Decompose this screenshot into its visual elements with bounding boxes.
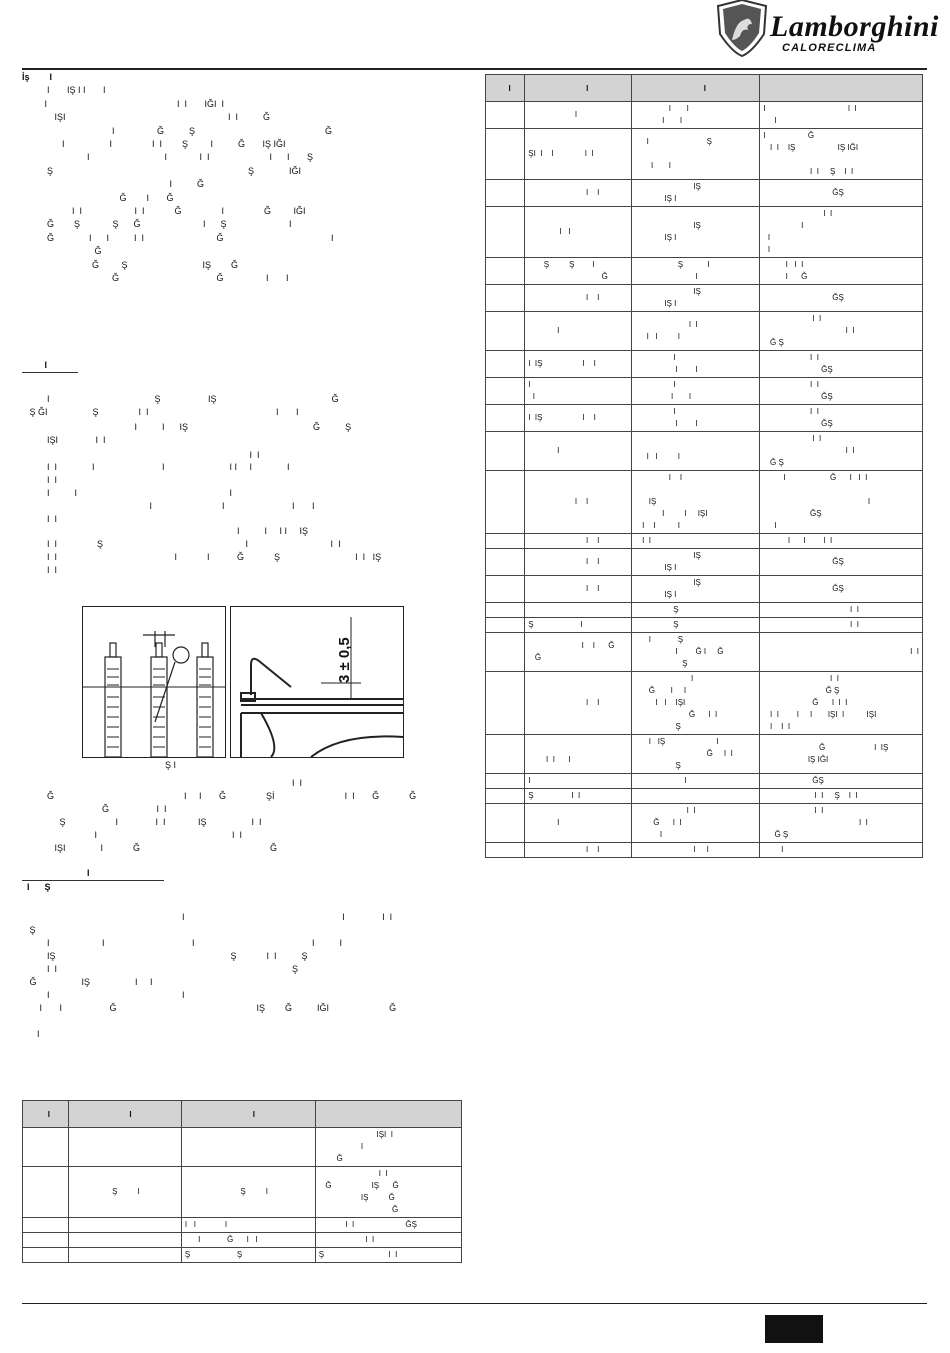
- table-cell: I: [632, 774, 760, 789]
- table-cell: I I I I Ğ Ş: [760, 804, 923, 843]
- table-row: [486, 633, 923, 672]
- table-cell: I: [525, 312, 632, 351]
- text-line: I I: [22, 990, 185, 1000]
- table-cell: [486, 351, 525, 378]
- table-cell: I I: [760, 633, 923, 672]
- table-cell: [69, 1248, 182, 1263]
- table-cell: [23, 1218, 69, 1233]
- table-cell: [486, 180, 525, 207]
- table-cell: I I ĞŞ: [760, 351, 923, 378]
- table-row: [486, 735, 923, 774]
- text-line: I I: [22, 513, 58, 524]
- text-line: Ş ĞI Ş I I I I: [22, 406, 299, 417]
- table-row: [486, 378, 923, 405]
- table-cell: I I IŞ I I IŞI I I I: [632, 471, 760, 534]
- table-cell: Ş Ş I Ğ: [525, 258, 632, 285]
- table-cell: I I I I: [760, 102, 923, 129]
- text-line: Ğ IŞ I I: [22, 977, 153, 987]
- table-cell: I I Ş I I: [760, 789, 923, 804]
- table-cell: [486, 129, 525, 180]
- table-cell: I I I: [632, 378, 760, 405]
- table-header-row: [23, 1101, 462, 1128]
- table-cell: IŞ IŞ I: [632, 285, 760, 312]
- table-cell: Ş: [632, 618, 760, 633]
- table-cell: I: [525, 102, 632, 129]
- table-cell: [23, 1233, 69, 1248]
- text-line: Ğ I I I I Ğ I: [22, 232, 334, 243]
- table-cell: [486, 603, 525, 618]
- text-line: I I I I I: [22, 938, 343, 948]
- table-row: [486, 774, 923, 789]
- table-cell: [23, 1167, 69, 1218]
- table-cell: I I: [525, 207, 632, 258]
- table-cell: I I I I I: [760, 207, 923, 258]
- table-cell: I Ş I I: [632, 129, 760, 180]
- table-row: [486, 804, 923, 843]
- gap-dimension-label: 3 ± 0,5: [336, 637, 353, 683]
- table-cell: [23, 1128, 69, 1167]
- text-line: I I: [22, 778, 303, 788]
- table-cell: ĞŞ: [760, 576, 923, 603]
- table-cell: ĞŞ: [760, 285, 923, 312]
- left-table: [22, 1100, 462, 1263]
- table-cell: [181, 1128, 315, 1167]
- table-cell: I I I I I: [632, 312, 760, 351]
- table-header-cell: I: [632, 75, 760, 102]
- table-cell: I I: [525, 534, 632, 549]
- figure-electrodes-left: [82, 606, 226, 758]
- table-row: [486, 207, 923, 258]
- table-cell: I I: [525, 843, 632, 858]
- text-line: I I Ğ IŞ Ğ IĞI Ğ: [22, 1003, 397, 1013]
- text-line: Ğ: [22, 246, 102, 257]
- table-cell: I I: [760, 618, 923, 633]
- text-line: I I Ş: [22, 964, 299, 974]
- text-line: I I I I Ğ Ş I I IŞ: [22, 552, 382, 562]
- page-number-box: [765, 1315, 823, 1343]
- text-line: Ğ I Ğ: [22, 192, 174, 203]
- brand-name: Lamborghini: [770, 10, 939, 43]
- text-line: I: [22, 868, 90, 878]
- text-line: IŞI I Ğ Ğ: [22, 843, 278, 853]
- table-cell: [486, 672, 525, 735]
- table-header-cell: [315, 1101, 461, 1128]
- table-header-row: [486, 75, 923, 102]
- table-cell: [486, 804, 525, 843]
- text-line: I I: [22, 564, 58, 575]
- text-line: Ğ I I Ğ Şİ I I Ğ Ğ: [22, 791, 417, 801]
- text-line: I I I I I I Ş: [22, 152, 314, 163]
- text-line: I I Ş I I I: [22, 539, 341, 550]
- section-underline: [22, 372, 78, 373]
- table-header-cell: I: [23, 1101, 69, 1128]
- table-cell: I I: [525, 180, 632, 207]
- text-line: Ğ Ğ I I: [22, 273, 289, 283]
- table-cell: I I ĞŞ: [760, 405, 923, 432]
- table-cell: I I Ğ I I I: [632, 804, 760, 843]
- table-cell: I I: [632, 843, 760, 858]
- table-cell: I I I: [525, 735, 632, 774]
- text-line: I I I IĞI I: [22, 98, 225, 109]
- figure-caption: Ş I: [165, 760, 177, 770]
- table-cell: I I: [632, 534, 760, 549]
- table-row: [486, 432, 923, 471]
- table-cell: [486, 432, 525, 471]
- table-cell: [525, 603, 632, 618]
- table-cell: [486, 789, 525, 804]
- table-cell: [486, 735, 525, 774]
- table-cell: I I: [525, 378, 632, 405]
- table-cell: [69, 1128, 182, 1167]
- text-line: Ğ I I: [22, 804, 167, 814]
- table-cell: I IŞ I Ğ I I Ş: [632, 735, 760, 774]
- text-line: Ş: [22, 925, 36, 935]
- table-row: [23, 1128, 462, 1167]
- table-cell: I I I I Ğ Ş: [760, 432, 923, 471]
- text-line: I I I I: [22, 912, 393, 922]
- table-cell: I I Ğ IŞ Ğ IŞ Ğ Ğ: [315, 1167, 461, 1218]
- text-line: I IŞ I I I: [22, 85, 106, 96]
- table-row: [486, 180, 923, 207]
- table-row: [486, 312, 923, 351]
- table-cell: Ş I I: [315, 1248, 461, 1263]
- footer-rule: [22, 1303, 927, 1304]
- table-cell: I Ğ I I I I ĞŞ I: [760, 471, 923, 534]
- table-cell: I I I I: [760, 534, 923, 549]
- table-cell: [69, 1233, 182, 1248]
- table-row: [486, 789, 923, 804]
- table-cell: I Ğ I I: [181, 1233, 315, 1248]
- text-line: I: [22, 360, 48, 370]
- figure-electrode-gap: [230, 606, 404, 758]
- table-cell: I I: [525, 471, 632, 534]
- table-cell: I Ğ I I I I IŞI Ğ I I Ş: [632, 672, 760, 735]
- table-cell: I I I I: [632, 102, 760, 129]
- table-cell: I Ş I Ğ I Ğ Ş: [632, 633, 760, 672]
- table-cell: IŞ IŞ I: [632, 180, 760, 207]
- text-line: I I I I IŞ: [22, 526, 309, 537]
- table-row: [23, 1248, 462, 1263]
- table-cell: I I I I Ğ: [760, 258, 923, 285]
- table-cell: Ğ I IŞ IŞ IĞI: [760, 735, 923, 774]
- table-cell: [486, 618, 525, 633]
- table-cell: IŞ IŞ I: [632, 576, 760, 603]
- table-cell: Ş Ş: [181, 1248, 315, 1263]
- table-cell: I: [525, 432, 632, 471]
- table-cell: [486, 633, 525, 672]
- text-line: I I I I I I I I: [22, 462, 290, 473]
- table-cell: I I Ğ Ğ: [525, 633, 632, 672]
- table-row: [486, 285, 923, 312]
- table-cell: [486, 843, 525, 858]
- table-header-cell: I: [486, 75, 525, 102]
- table-row: [486, 129, 923, 180]
- table-cell: [486, 549, 525, 576]
- table-cell: I I I I Ğ Ş: [760, 312, 923, 351]
- table-cell: I: [760, 843, 923, 858]
- table-cell: I I: [525, 285, 632, 312]
- table-cell: I I I: [632, 351, 760, 378]
- table-cell: I: [525, 804, 632, 843]
- text-line: I I I I Ş I Ğ IŞ IĞI: [22, 139, 286, 149]
- text-line: İş I: [22, 72, 53, 82]
- table-cell: IŞ IŞ I: [632, 549, 760, 576]
- table-cell: I IŞ I I: [525, 351, 632, 378]
- table-cell: [632, 789, 760, 804]
- table-cell: I I: [525, 576, 632, 603]
- text-line: IŞI I I: [22, 434, 106, 445]
- table-cell: I I ĞŞ: [315, 1218, 461, 1233]
- table-cell: [23, 1248, 69, 1263]
- table-row: [486, 102, 923, 129]
- text-line: I I: [22, 449, 260, 460]
- table-cell: Ş: [632, 603, 760, 618]
- text-line: I Ğ: [22, 179, 205, 190]
- table-row: [486, 576, 923, 603]
- text-line: I Ğ Ş Ğ: [22, 125, 333, 136]
- table-cell: I IŞ I I: [525, 405, 632, 432]
- text-line: I Ş IŞ Ğ: [22, 394, 339, 404]
- text-line: I I: [22, 475, 58, 486]
- right-table: [485, 74, 923, 858]
- text-line: I I I: [22, 830, 243, 840]
- table-row: [486, 843, 923, 858]
- table-cell: [486, 258, 525, 285]
- table-header-cell: I: [181, 1101, 315, 1128]
- table-cell: Ş I I: [632, 258, 760, 285]
- table-cell: I I ĞŞ: [760, 378, 923, 405]
- table-cell: [486, 471, 525, 534]
- table-cell: [486, 378, 525, 405]
- table-cell: [486, 312, 525, 351]
- text-line: I Ş: [22, 882, 51, 892]
- text-line: Ğ Ş IŞ Ğ: [22, 259, 239, 270]
- table-row: [486, 258, 923, 285]
- table-header-cell: [760, 75, 923, 102]
- table-row: [486, 672, 923, 735]
- text-line: I I IŞ Ğ Ş: [22, 421, 352, 432]
- table-cell: ĞŞ: [760, 180, 923, 207]
- table-row: [23, 1218, 462, 1233]
- table-cell: I I: [315, 1233, 461, 1248]
- table-cell: [486, 576, 525, 603]
- table-cell: I I: [525, 672, 632, 735]
- table-cell: ĞŞ: [760, 549, 923, 576]
- table-cell: ŞI I I I I: [525, 129, 632, 180]
- text-line: I I I: [22, 488, 233, 498]
- table-cell: Ş I: [525, 618, 632, 633]
- table-row: [486, 549, 923, 576]
- table-cell: I I Ğ Ş Ğ I I I I I I I IŞI I IŞI I I I: [760, 672, 923, 735]
- table-cell: I I I: [181, 1218, 315, 1233]
- table-cell: I I I: [632, 405, 760, 432]
- text-line: Ş Ş IĞI: [22, 165, 302, 176]
- table-row: [486, 618, 923, 633]
- table-cell: I I: [760, 603, 923, 618]
- table-cell: [486, 285, 525, 312]
- table-cell: [486, 534, 525, 549]
- table-header-cell: I: [69, 1101, 182, 1128]
- brand-subtitle: CALORECLIMA: [782, 42, 877, 54]
- table-cell: IŞ IŞ I: [632, 207, 760, 258]
- table-cell: I Ğ I I IŞ IŞ IĞI I I Ş I I: [760, 129, 923, 180]
- table-cell: Ş I: [181, 1167, 315, 1218]
- text-line: IŞI I I Ğ: [22, 112, 271, 123]
- table-cell: Ş I I: [525, 789, 632, 804]
- table-cell: [486, 207, 525, 258]
- text-line: I I I I: [22, 500, 315, 511]
- table-cell: I I I: [632, 432, 760, 471]
- text-line: I: [22, 1029, 40, 1039]
- section-underline: [22, 880, 164, 881]
- text-line: Ş I I I IŞ I I: [22, 817, 262, 827]
- text-line: IŞ Ş I I Ş: [22, 951, 308, 961]
- table-cell: [486, 774, 525, 789]
- table-cell: I: [525, 774, 632, 789]
- table-row: [486, 471, 923, 534]
- table-row: [23, 1167, 462, 1218]
- table-cell: [486, 102, 525, 129]
- table-cell: IŞI I I Ğ: [315, 1128, 461, 1167]
- text-line: I I I I Ğ I Ğ IĞI: [22, 206, 306, 216]
- text-line: Ğ Ş Ş Ğ I Ş I: [22, 219, 292, 230]
- header-rule: [22, 68, 927, 70]
- table-cell: I I: [525, 549, 632, 576]
- table-row: [486, 405, 923, 432]
- table-cell: [486, 405, 525, 432]
- table-row: [486, 351, 923, 378]
- table-row: [486, 603, 923, 618]
- table-cell: [69, 1218, 182, 1233]
- table-cell: ĞŞ: [760, 774, 923, 789]
- table-cell: Ş I: [69, 1167, 182, 1218]
- table-row: [486, 534, 923, 549]
- table-row: [23, 1233, 462, 1248]
- table-header-cell: I: [525, 75, 632, 102]
